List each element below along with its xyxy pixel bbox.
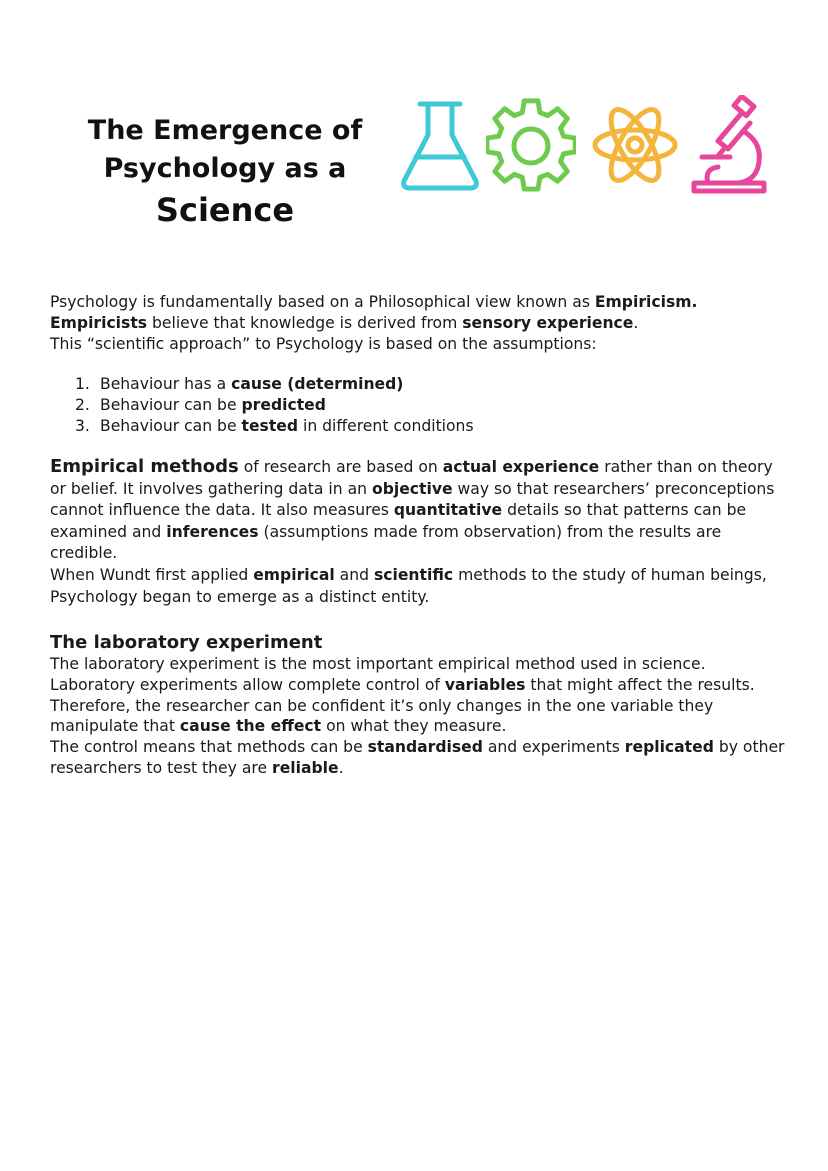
empiricists-term: Empiricists [50, 313, 148, 332]
list-number: 3. [75, 416, 90, 435]
list-text: Behaviour has a [100, 375, 232, 393]
intro-text: Psychology is fundamentally based on a Philosophical view known as [50, 293, 595, 311]
empirical-section [50, 456, 790, 608]
list-item [75, 395, 775, 416]
body-text: When Wundt first applied [50, 565, 254, 584]
body-text: and experiments [482, 738, 625, 757]
keyword: reliable [272, 758, 339, 777]
microscope-icon [688, 95, 778, 195]
wundt-paragraph [50, 565, 790, 608]
gear-icon [486, 95, 576, 195]
flask-icon [398, 95, 488, 195]
title-line-2: Psychology as a [103, 153, 347, 184]
list-keyword: predicted [241, 395, 326, 414]
title-line-3: Science [155, 191, 295, 229]
keyword: standardised [367, 738, 483, 757]
body-text: (assumptions made from observation) from the results are credible. [50, 522, 722, 563]
body-text: The control means that methods can be [50, 738, 368, 757]
list-number: 2. [75, 395, 90, 414]
body-text: rather than on theory or belief. It involves gathering data in an [50, 458, 773, 498]
lab-paragraph-1 [50, 654, 790, 737]
body-text: of research are based on [238, 458, 443, 476]
lab-heading: The laboratory experiment [50, 632, 323, 653]
empirical-heading: Empirical methods [50, 456, 239, 477]
science-icons [398, 95, 778, 195]
body-text: details so that patterns can be examined and [50, 501, 747, 541]
keyword: variables [444, 675, 526, 694]
intro-text: believe that knowledge is derived from [147, 313, 463, 332]
keyword: objective [372, 479, 453, 498]
body-text: . [338, 758, 344, 777]
keyword: inferences [166, 522, 259, 541]
lab-section [50, 632, 790, 779]
list-keyword: tested [241, 416, 299, 435]
list-text: Behaviour can be [100, 416, 242, 435]
body-text: by other researchers to test they are [50, 738, 785, 777]
title-line-1: The Emergence of [87, 115, 363, 146]
sensory-experience-term: sensory experience [462, 313, 634, 332]
intro-paragraph-1 [50, 292, 790, 313]
list-number: 1. [75, 375, 90, 393]
keyword: empirical [253, 565, 335, 584]
intro-paragraph-2 [50, 313, 790, 334]
keyword: cause the effect [179, 717, 322, 736]
keyword: actual experience [442, 458, 600, 476]
list-keyword: cause (determined) [231, 375, 404, 393]
keyword: replicated [624, 738, 714, 757]
keyword: quantitative [393, 501, 503, 520]
body-text: on what they measure. [321, 717, 507, 736]
list-text: Behaviour can be [100, 395, 242, 414]
body-text: way so that researchers’ preconceptions cannot influence the data. It also measures [50, 479, 775, 520]
intro-text: . [633, 313, 639, 332]
body-text: methods to the study of human beings, Psychology began to emerge as a distinct entity. [50, 565, 767, 606]
intro-section [50, 292, 790, 354]
empirical-paragraph [50, 456, 790, 565]
body-text: The laboratory experiment is the most important empirical method used in science. Laboratory experiments allow complete control of [50, 655, 706, 694]
body-text: that might affect the results. Therefore, the researcher can be confident it’s only changes in the one variable they manipulate that [50, 675, 755, 736]
keyword: scientific [373, 565, 454, 584]
lab-paragraph-2 [50, 737, 790, 779]
intro-paragraph-3: This “scientific approach” to Psychology is based on the assumptions: [50, 334, 597, 353]
empiricism-term: Empiricism. [594, 293, 698, 311]
assumptions-list [75, 374, 775, 436]
atom-icon [590, 95, 680, 195]
page-title [70, 112, 380, 232]
list-text: in different conditions [298, 416, 474, 435]
list-item [75, 374, 775, 395]
body-text: and [334, 565, 374, 584]
list-item [75, 416, 775, 437]
